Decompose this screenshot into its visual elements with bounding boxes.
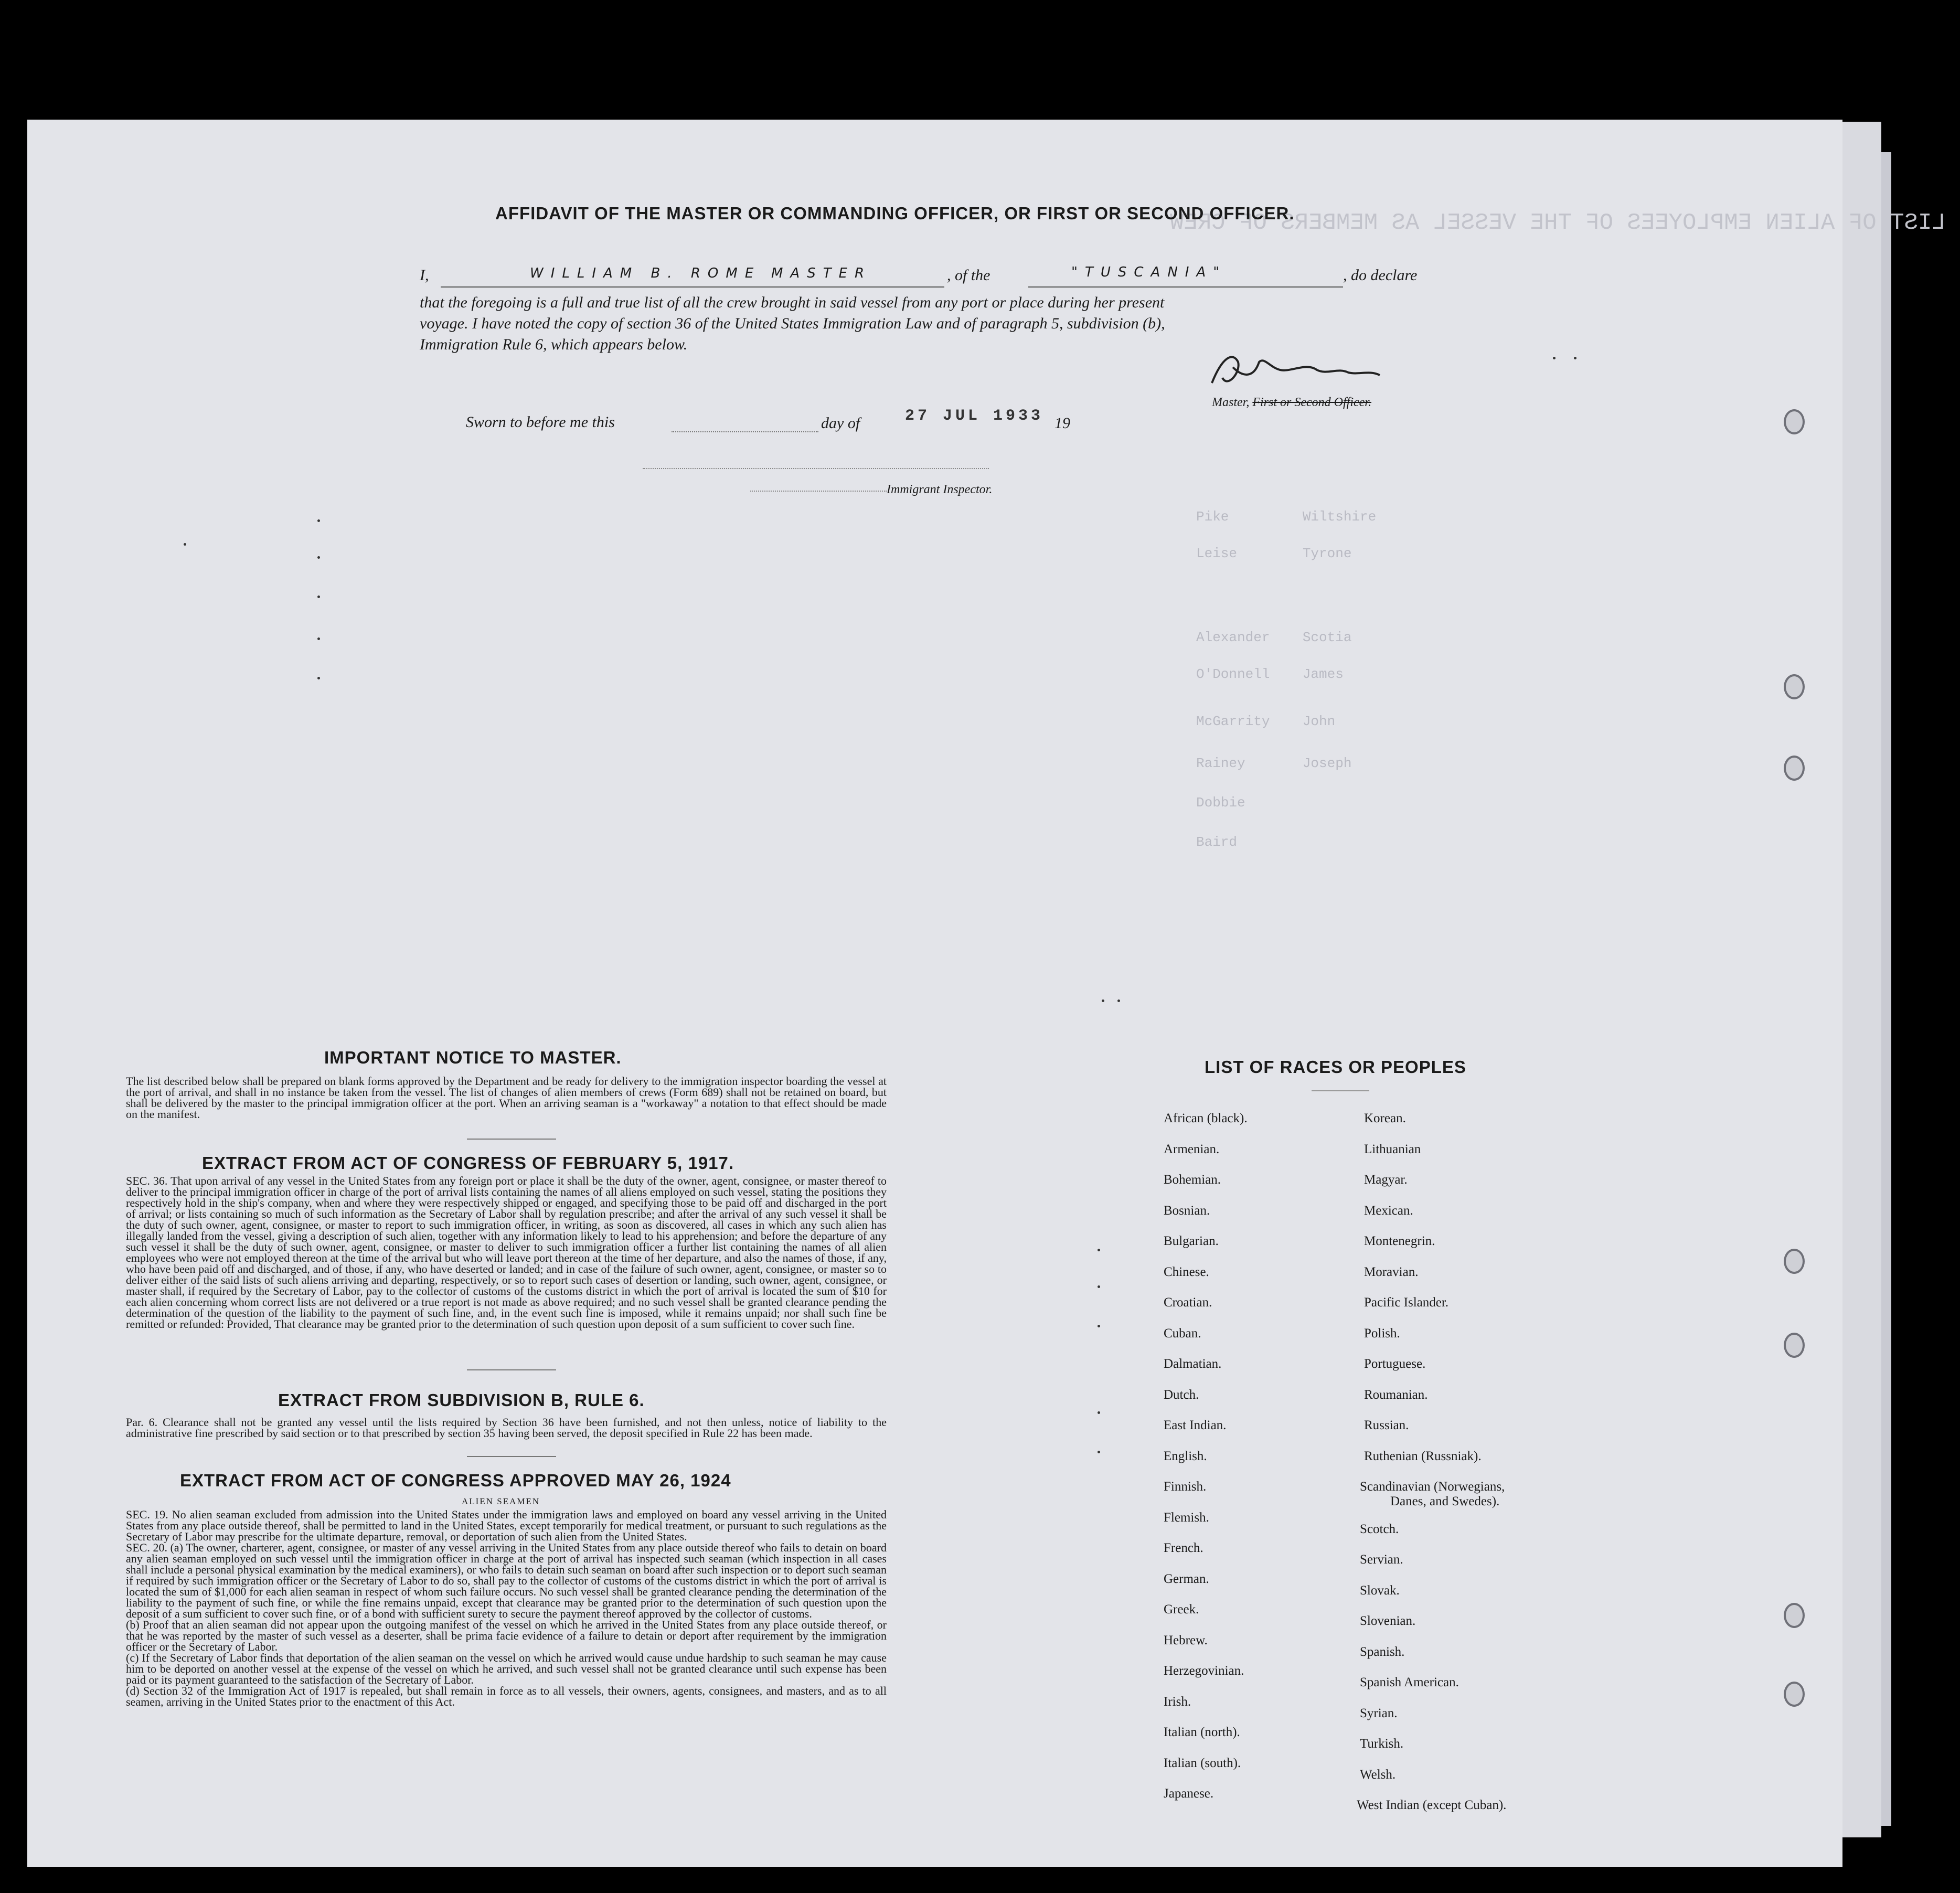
dot-mark — [1102, 999, 1104, 1002]
affidavit-line-4: Immigration Rule 6, which appears below. — [420, 336, 688, 353]
race-item-scandinavian-norwegians: Scandinavian (Norwegians, — [1360, 1480, 1505, 1494]
extract-1924-text — [126, 1509, 887, 1707]
name-underline — [441, 286, 944, 288]
binder-hole — [1784, 1682, 1805, 1707]
dot-mark — [317, 637, 320, 640]
dot-mark — [1098, 1325, 1100, 1327]
race-item-herzegovinian: Herzegovinian. — [1164, 1664, 1244, 1678]
race-item-east-indian: East Indian. — [1164, 1418, 1227, 1432]
notice-text: The list described below shall be prepared on blank forms approved by the Department and be ready for delivery to the immigration inspector boarding the vessel at the port of arrival, and shall in no instance be taken from the vessel. The list of changes of alien members of crews (Form 689) shall not be retained on board, but shall be delivered by the master to the principal immigration officer at the port. When an arriving seaman is a "workaway" a notation to that effect should be made on the manifest. — [126, 1075, 887, 1121]
race-item-portuguese: Portuguese. — [1364, 1357, 1426, 1371]
race-item-syrian: Syrian. — [1360, 1706, 1398, 1720]
races-divider — [1312, 1090, 1369, 1091]
inspector-title-line — [750, 491, 887, 492]
bleed-through-text: Baird — [1196, 834, 1238, 850]
signature-label-struck: First or Second Officer. — [1252, 396, 1371, 409]
race-item-croatian: Croatian. — [1164, 1295, 1212, 1310]
master-signature — [1201, 346, 1401, 394]
binder-hole — [1784, 409, 1805, 434]
binder-hole — [1784, 1249, 1805, 1274]
extract-1924-title: EXTRACT FROM ACT OF CONGRESS APPROVED MAY 26, 1924 — [180, 1471, 731, 1490]
dot-mark — [1098, 1249, 1100, 1251]
race-item-bosnian: Bosnian. — [1164, 1203, 1210, 1218]
sworn-day-line — [672, 431, 818, 432]
race-item-spanish-american: Spanish American. — [1360, 1675, 1459, 1689]
race-item-moravian: Moravian. — [1364, 1264, 1419, 1279]
binder-hole — [1784, 1333, 1805, 1358]
race-item-hebrew: Hebrew. — [1164, 1633, 1208, 1647]
binder-hole — [1784, 756, 1805, 781]
race-item-korean: Korean. — [1364, 1111, 1406, 1125]
race-item-lithuanian: Lithuanian — [1364, 1142, 1421, 1156]
race-item-dutch: Dutch. — [1164, 1387, 1199, 1402]
of-the: , of the — [947, 267, 990, 284]
affidavit-line-3: voyage. I have noted the copy of section 36 of the United States Immigration Law and of paragraph 5, subdivision (b), — [420, 315, 1165, 332]
race-item-montenegrin: Montenegrin. — [1364, 1234, 1435, 1248]
race-item-flemish: Flemish. — [1164, 1510, 1209, 1525]
day-of: day of — [821, 414, 860, 432]
binder-hole — [1784, 674, 1805, 699]
master-role: MASTER — [771, 265, 872, 281]
race-item-bulgarian: Bulgarian. — [1164, 1234, 1219, 1248]
race-item-english: English. — [1164, 1449, 1207, 1463]
race-item-pacific-islander: Pacific Islander. — [1364, 1295, 1449, 1310]
subdivision-text: Par. 6. Clearance shall not be granted any vessel until the lists required by Section 36 have been furnished, and not then unless, notice of liability to the administrative fine prescribed by said section or to that prescribed by section 35 having been served, the deposit specified in Rule 22 has been made. — [126, 1416, 887, 1440]
extract-1924-p2: SEC. 20. (a) The owner, charterer, agent, consignee, or master of any vessel arriving in the United States from any place outside thereof who fails to detain on board any alien seaman employed on such vessel until the immigration officer in charge at the port of arrival has inspected such seaman (which inspection in all cases shall include a personal physical examination by the medical examiners), or who fails to detain such seaman on board after such inspection or to deport such seaman if required by such immigration officer or the Secretary of Labor to do so, shall pay to the collector of customs of the customs district in which the port of arrival is located the sum of $1,000 for each alien seaman in respect of whom such failure occurs. No such vessel shall be granted clearance pending the determination of the liability to the payment of such fine, or while the fine remains unpaid, except that clearance may be granted prior to the determination of such question upon the deposit of a sum sufficient to cover such fine, or of a bond with sufficient surety to secure the payment thereof approved by the collector of customs. — [126, 1541, 887, 1620]
race-item-magyar: Magyar. — [1364, 1173, 1408, 1187]
affidavit-i: I, — [420, 267, 429, 284]
race-item-african-black: African (black). — [1164, 1111, 1248, 1125]
bleed-through-text: O'Donnell James — [1196, 666, 1344, 682]
bleed-through-text: Rainey Joseph — [1196, 756, 1352, 771]
race-item-spanish: Spanish. — [1360, 1644, 1405, 1659]
subdivision-title: EXTRACT FROM SUBDIVISION B, RULE 6. — [278, 1390, 645, 1410]
extract-1924-p1: SEC. 19. No alien seaman excluded from admission into the United States under the immigration laws and employed on board any vessel arriving in the United States from any place outside thereof, shall be permitted to land in the United States, except temporarily for medical treatment, or pursuant to such regulations as the Secretary of Labor may prescribe for the ultimate departure, removal, or deportation of such alien from the United States. — [126, 1508, 887, 1543]
signature-label-master: Master, — [1212, 396, 1250, 409]
extract-1917-title: EXTRACT FROM ACT OF CONGRESS OF FEBRUARY 5, 1917. — [202, 1153, 734, 1173]
bleed-through-text: LIST OF ALIEN EMPLOYEES OF THE VESSEL AS MEMBERS OF CREW — [1170, 210, 1946, 236]
race-item-finnish: Finnish. — [1164, 1480, 1207, 1494]
master-name: WILLIAM B. ROME — [530, 265, 761, 281]
dot-mark — [1553, 357, 1556, 359]
dot-mark — [1098, 1285, 1100, 1288]
race-item-italian-south: Italian (south). — [1164, 1756, 1241, 1770]
binder-hole — [1784, 1603, 1805, 1628]
race-item-irish: Irish. — [1164, 1694, 1191, 1709]
race-item-french: French. — [1164, 1541, 1203, 1555]
extract-1924-p5: (d) Section 32 of the Immigration Act of 1917 is repealed, but shall remain in force as to all vessels, their owners, agents, consignees, and masters, and as to all seamen, arriving in the United States prior to the enactment of this Act. — [126, 1684, 887, 1708]
dot-mark — [1098, 1451, 1100, 1453]
race-item-chinese: Chinese. — [1164, 1264, 1209, 1279]
race-item-bohemian: Bohemian. — [1164, 1173, 1221, 1187]
race-item-italian-north: Italian (north). — [1164, 1725, 1240, 1739]
bleed-through-text: Leise Tyrone — [1196, 546, 1352, 561]
sworn-text: Sworn to before me this — [466, 413, 615, 431]
race-item-servian: Servian. — [1360, 1552, 1403, 1567]
race-item-turkish: Turkish. — [1360, 1737, 1404, 1751]
race-item-japanese: Japanese. — [1164, 1786, 1214, 1801]
extract-1924-p4: (c) If the Secretary of Labor finds that deportation of the alien seaman on the vessel on which he arrived would cause undue hardship to such seaman he may cause him to be deported on another vessel at the expense of the vessel on which he arrived, and such vessel shall not be granted clearance until such expense has been paid or its payment guaranteed to the satisfaction of the Secretary of Labor. — [126, 1651, 887, 1686]
bleed-through-text: Alexander Scotia — [1196, 630, 1352, 645]
vessel-name: "TUSCANIA" — [1071, 264, 1227, 280]
inspector-signature-line — [643, 468, 989, 469]
year-19: 19 — [1054, 414, 1070, 432]
race-item-west-indian-except-cuban: West Indian (except Cuban). — [1357, 1798, 1507, 1812]
alien-seamen-subtitle: ALIEN SEAMEN — [462, 1496, 540, 1506]
race-item-welsh: Welsh. — [1360, 1767, 1396, 1782]
dot-mark — [1117, 999, 1120, 1002]
section-divider — [467, 1139, 556, 1140]
race-item-armenian: Armenian. — [1164, 1142, 1220, 1156]
race-item-dalmatian: Dalmatian. — [1164, 1357, 1222, 1371]
race-item-german: German. — [1164, 1571, 1209, 1586]
race-item-mexican: Mexican. — [1364, 1203, 1413, 1218]
race-item-slovenian: Slovenian. — [1360, 1614, 1416, 1628]
affidavit-line-2: that the foregoing is a full and true list of all the crew brought in said vessel from any port or place during her present — [420, 294, 1165, 311]
extract-1917-text: SEC. 36. That upon arrival of any vessel in the United States from any foreign port or place it shall be the duty of the owner, agent, consignee, or master thereof to deliver to the principal immigration officer in charge of the port of arrival lists containing the names of all aliens employed on such vessel, stating the positions they respectively hold in the ship's company, when and where they were respectively shipped or engaged, and specifying those to be paid off and discharged in the port of arrival; or lists containing so much of such information as the Secretary of Labor shall by regulation prescribe; and after the arrival of any such vessel it shall be the duty of such owner, agent, consignee, or master to report to such immigration officer, in writing, as soon as discovered, all cases in which any such alien has illegally landed from the vessel, giving a description of such alien, together with any information likely to lead to his apprehension; and before the departure of any such vessel it shall be the duty of such owner, agent, consignee, or master to deliver to such immigration officer a further list containing the names of all alien employees who were not employed thereon at the time of the arrival but who will leave port thereon at the time of her departure, and also the names of those, if any, who have been paid off and discharged, and of those, if any, who have deserted or landed; and in case of the failure of such owner, agent, consignee, or master so to deliver either of the said lists of such aliens arriving and departing, respectively, or so to report such cases of desertion or landing, such owner, agent, consignee, or master shall, if required by the Secretary of Labor, pay to the collector of customs of the customs district in which the port of arrival is located the sum of $10 for each alien concerning whom correct lists are not delivered or a true report is not made as above required; and no such vessel shall be granted clearance pending the determination of the question of the liability to the payment of such fine, and, in the event such fine is imposed, while it remains unpaid; nor shall such fine be remitted or refunded: Provided, That clearance may be granted prior to the determination of such question upon deposit of a sum sufficient to cover such fine. — [126, 1174, 887, 1331]
vessel-underline — [1028, 286, 1343, 288]
dot-mark — [184, 543, 186, 546]
section-divider — [467, 1369, 556, 1370]
dot-mark — [317, 595, 320, 598]
section-divider — [467, 1456, 556, 1457]
race-item-ruthenian-russniak: Ruthenian (Russniak). — [1364, 1449, 1482, 1463]
dot-mark — [1098, 1411, 1100, 1414]
bleed-through-text: Pike Wiltshire — [1196, 509, 1377, 525]
bleed-through-text: McGarrity John — [1196, 714, 1336, 729]
race-item-polish: Polish. — [1364, 1326, 1400, 1341]
immigrant-inspector: Immigrant Inspector. — [887, 483, 993, 496]
race-item-roumanian: Roumanian. — [1364, 1387, 1428, 1402]
race-item-scandinavian-continued: Danes, and Swedes). — [1390, 1494, 1500, 1508]
race-item-russian: Russian. — [1364, 1418, 1409, 1432]
race-item-scotch: Scotch. — [1360, 1522, 1399, 1536]
signature-label — [1212, 396, 1371, 410]
dot-mark — [317, 519, 320, 522]
extract-1924-p3: (b) Proof that an alien seaman did not appear upon the outgoing manifest of the vessel on which he arrived in the United States from any place outside thereof, or that he was reported by the master of such vessel as a deserter, shall be prima facie evidence of a failure to detain or deport after requirement by the immigration officer or the Secretary of Labor. — [126, 1618, 887, 1653]
dot-mark — [317, 677, 320, 679]
race-item-slovak: Slovak. — [1360, 1583, 1400, 1598]
do-declare: , do declare — [1343, 267, 1418, 284]
notice-title: IMPORTANT NOTICE TO MASTER. — [324, 1048, 622, 1067]
date-stamp: 27 JUL 1933 — [905, 407, 1044, 425]
race-item-cuban: Cuban. — [1164, 1326, 1201, 1341]
dot-mark — [317, 556, 320, 559]
dot-mark — [1574, 357, 1576, 359]
affidavit-title: AFFIDAVIT OF THE MASTER OR COMMANDING OFFICER, OR FIRST OR SECOND OFFICER. — [495, 204, 1295, 223]
race-item-greek: Greek. — [1164, 1602, 1199, 1617]
races-title: LIST OF RACES OR PEOPLES — [1205, 1057, 1466, 1077]
bleed-through-text: Dobbie — [1196, 795, 1245, 811]
